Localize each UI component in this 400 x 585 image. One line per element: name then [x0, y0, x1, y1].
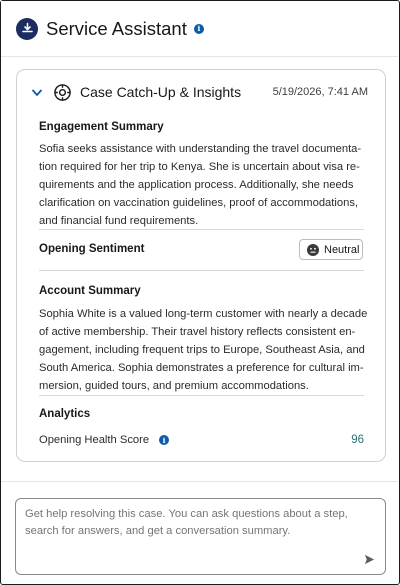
account-line: South America. Sophia demonstrates a preference for cultural im- [39, 362, 364, 374]
panel-title: Service Assistant [46, 17, 187, 39]
engagement-summary-text [39, 140, 369, 230]
divider [39, 270, 364, 271]
card-timestamp: 5/19/2026, 7:41 AM [272, 86, 368, 98]
health-score-value: 96 [351, 434, 364, 446]
account-line: mersion, guided tours, and premium accommodations. [39, 380, 309, 392]
engagement-line: tion required for her trip to Kenya. She is uncertain about visa re- [39, 161, 360, 173]
chat-input-box[interactable] [15, 498, 386, 575]
health-score-row [39, 434, 364, 446]
card-header[interactable] [17, 70, 387, 116]
chat-input[interactable] [25, 506, 360, 556]
chevron-down-icon[interactable] [31, 88, 43, 98]
engagement-line: Sofia seeks assistance with understanding the travel documenta- [39, 143, 362, 155]
analytics-heading: Analytics [39, 408, 91, 420]
insights-icon [53, 83, 72, 102]
sentiment-badge [299, 239, 363, 260]
info-icon[interactable]: i [194, 24, 204, 34]
divider [39, 229, 364, 230]
account-line: Sophia White is a valued long-term customer with nearly a decade [39, 308, 368, 320]
footer-divider [1, 481, 398, 482]
assistant-app-icon [16, 18, 38, 40]
sentiment-value: Neutral [324, 243, 360, 256]
health-score-label: Opening Health Score [39, 434, 150, 446]
engagement-line: quirements and the application process. Additionally, she needs [39, 179, 354, 191]
neutral-face-icon [307, 244, 319, 256]
send-icon[interactable] [364, 554, 375, 565]
card-title: Case Catch-Up & Insights [80, 84, 242, 100]
divider [39, 395, 364, 396]
account-line: of active membership. Their travel history reflects consistent en- [39, 326, 356, 338]
account-summary-text [39, 305, 369, 395]
engagement-summary-heading: Engagement Summary [39, 121, 164, 133]
engagement-line: and financial fund requirements. [39, 215, 199, 227]
account-line: gagement, including frequent trips to Europe, Southeast Asia, and [39, 344, 365, 356]
case-insights-card [16, 69, 386, 462]
engagement-line: clarification on vaccination guidelines, proof of accommodations, [39, 197, 359, 209]
info-icon[interactable]: i [159, 435, 169, 445]
opening-sentiment-heading: Opening Sentiment [39, 243, 145, 255]
account-summary-heading: Account Summary [39, 285, 141, 297]
panel-header [1, 1, 398, 57]
